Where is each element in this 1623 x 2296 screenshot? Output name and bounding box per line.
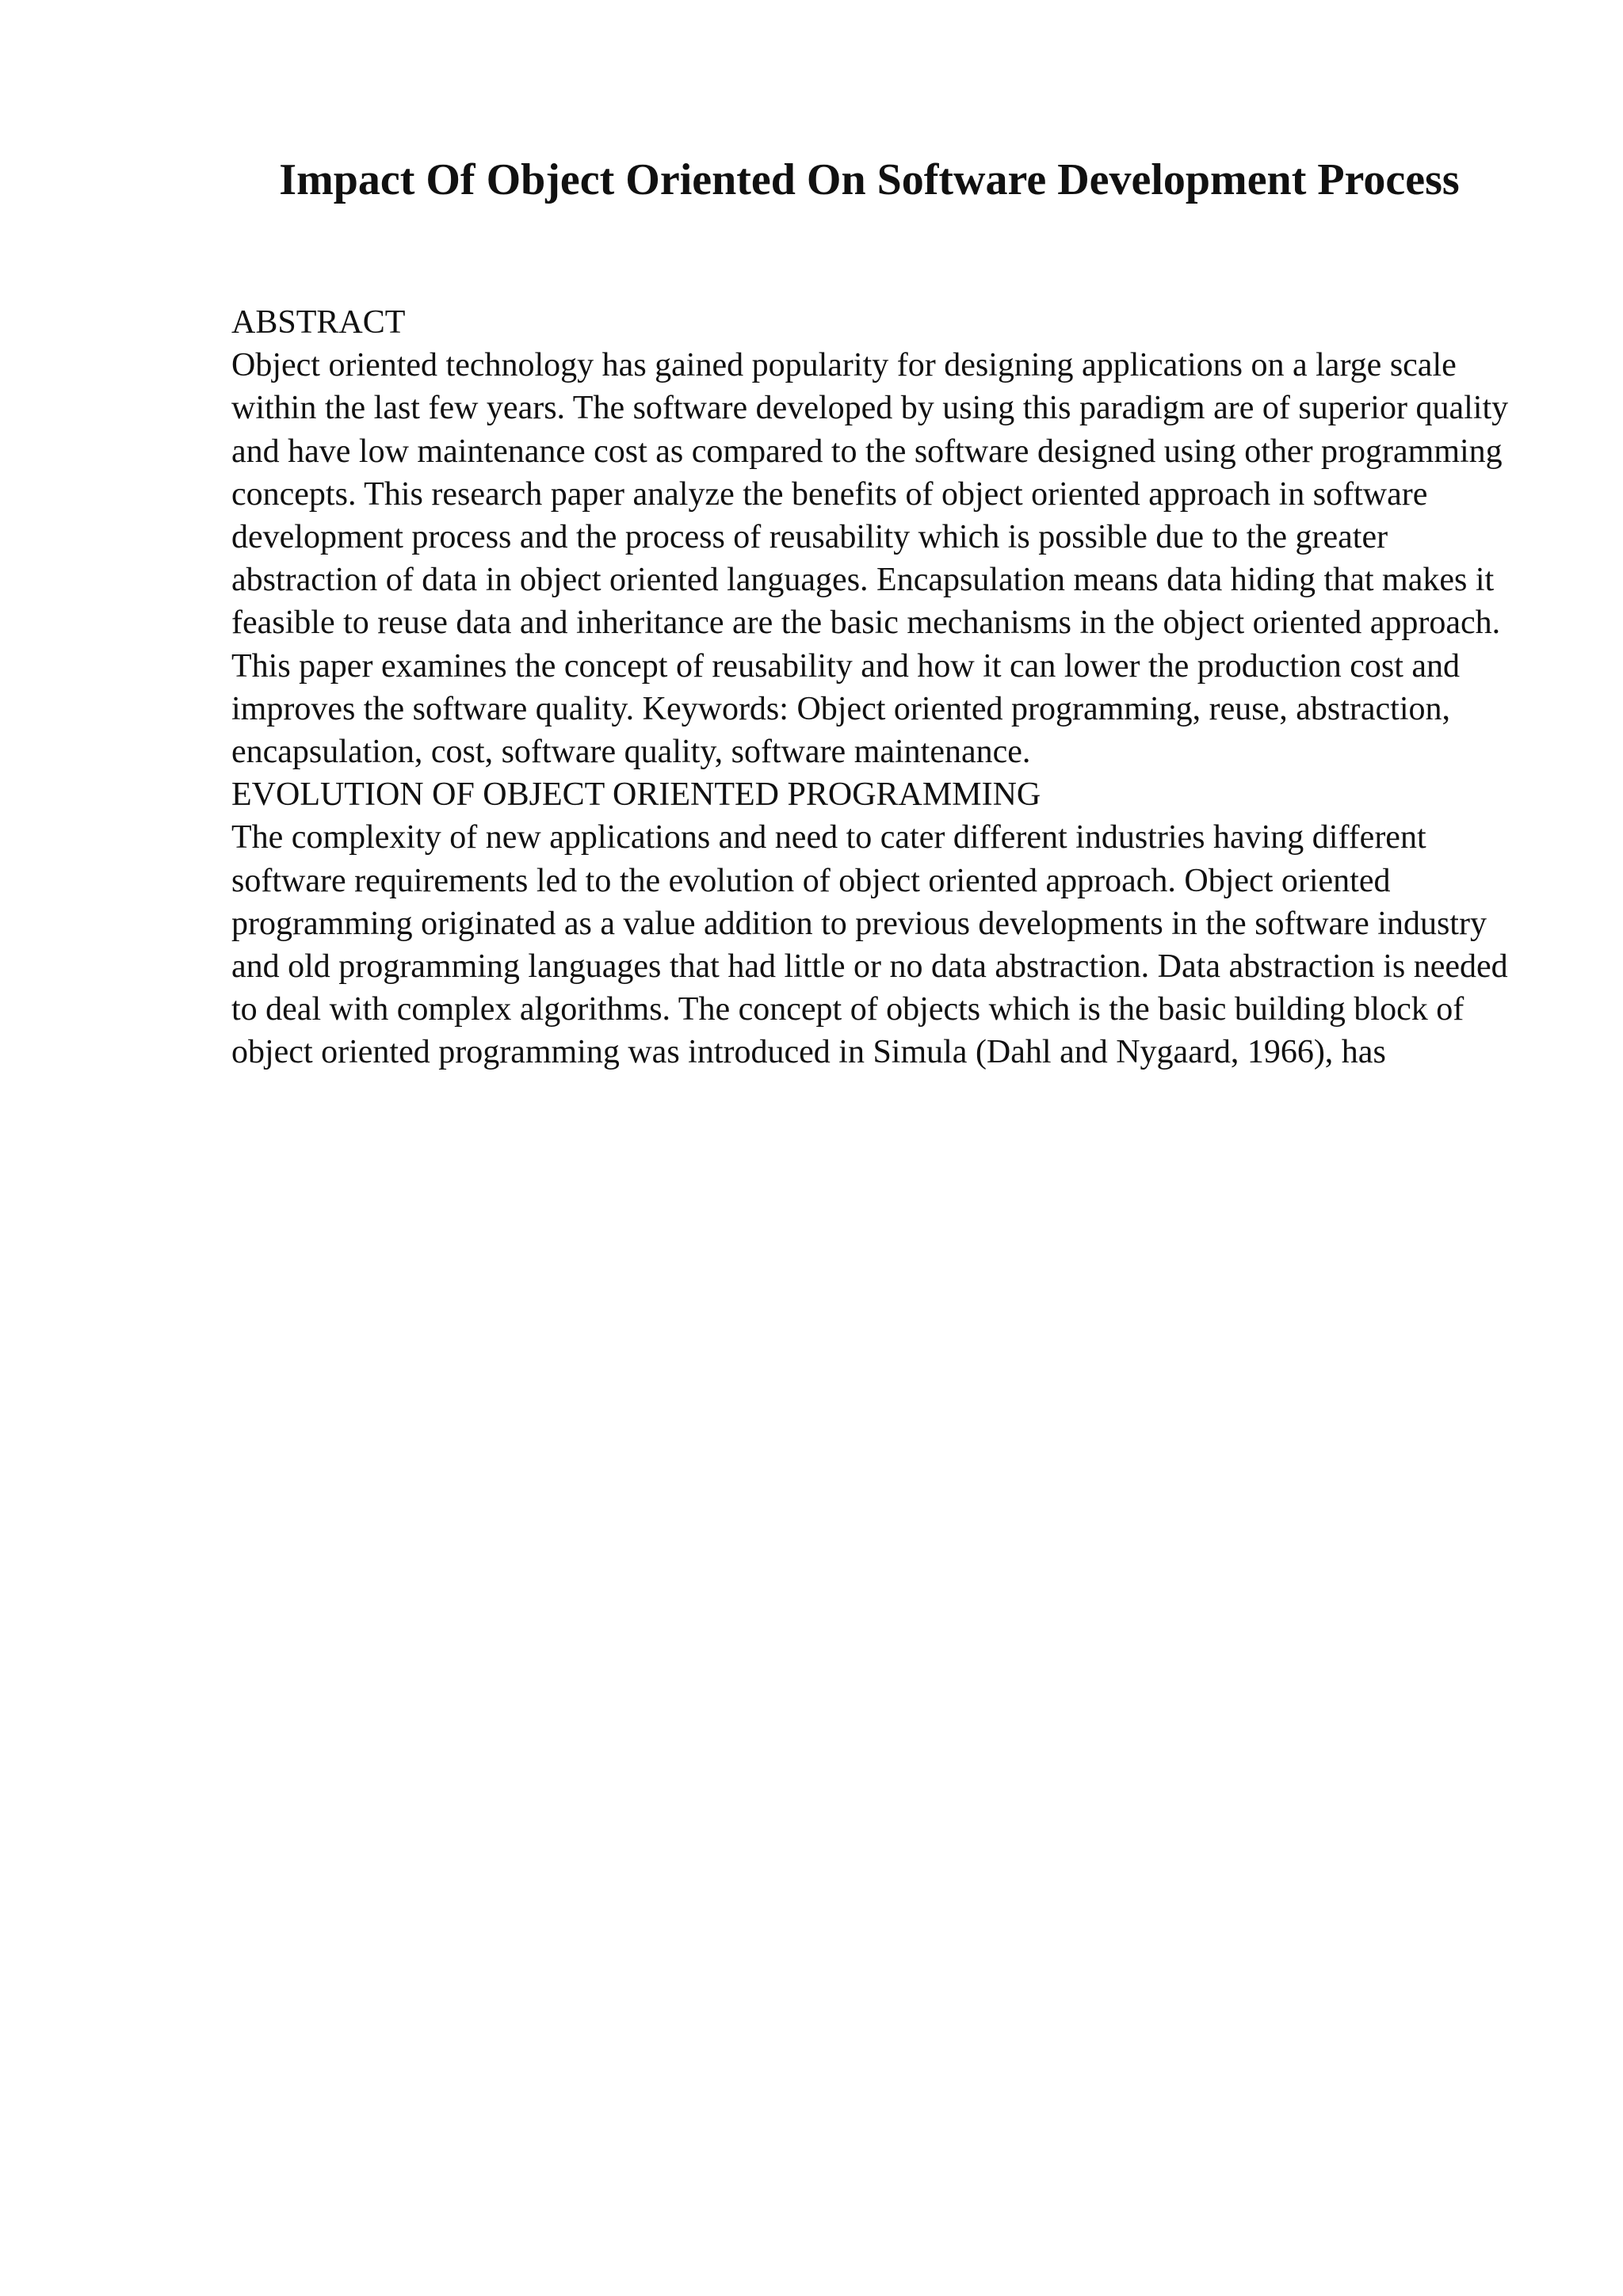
- section-heading: EVOLUTION OF OBJECT ORIENTED PROGRAMMING: [231, 776, 1041, 814]
- abstract-paragraph: Object oriented technology has gained popularity for designing applications on a large scale within the last few years. The software developed by using this paradigm are of superior quality and have low maintenance cost as compared to the software designed using other programming concepts. This research paper analyze the benefits of object oriented approach in software development process and the process of reusability which is possible due to the greater abstraction of data in object oriented languages. Encapsulation means data hiding that makes it feasible to reuse data and inheritance are the basic mechanisms in the object oriented approach. This paper examines the concept of reusability and how it can lower the production cost and improves the software quality. Keywords: Object oriented programming, reuse, abstraction, encapsulation, cost, software quality, software maintenance.: [231, 347, 1509, 771]
- section-paragraph: The complexity of new applications and need to cater different industries having different software requirements led to the evolution of object oriented approach. Object oriented programming originated as a value addition to previous developments in the software industry and old programming languages that had little or no data abstraction. Data abstraction is needed to deal with complex algorithms. The concept of objects which is the basic building block of object oriented programming was introduced in Simula (Dahl and Nygaard, 1966), has: [231, 819, 1508, 1071]
- document-title: Impact Of Object Oriented On Software Development Process: [279, 155, 1460, 204]
- document-body: [231, 301, 1523, 1074]
- abstract-heading: ABSTRACT: [231, 304, 406, 341]
